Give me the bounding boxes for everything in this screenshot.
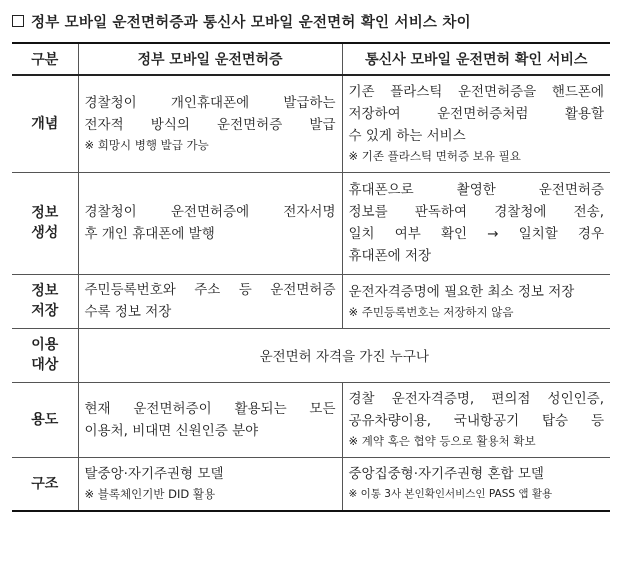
comparison-table xyxy=(12,42,610,512)
row-label-text: 개념 xyxy=(31,115,59,132)
cell-text-line: 경찰청이 개인휴대폰에 발급하는 xyxy=(84,95,336,112)
cell-text-line: 휴대폰에 저장 xyxy=(348,248,432,264)
header-row xyxy=(12,43,610,75)
cell-text-line: 기존 플라스틱 운전면허증을 핸드폰에 xyxy=(348,84,604,101)
target-value: 운전면허 자격을 가진 누구나 xyxy=(259,349,429,365)
info-storage-telecom-cell xyxy=(342,274,610,328)
table-row-target xyxy=(12,328,610,382)
row-label-target xyxy=(12,328,78,382)
cell-text-line: 운전자격증명에 필요한 최소 정보 저장 xyxy=(348,283,575,300)
cell-note: ※ 주민등록번호는 저장하지 않음 xyxy=(348,304,514,319)
cell-note: ※ 기존 플라스틱 면허증 보유 필요 xyxy=(348,149,521,164)
cell-text-line: 수록 정보 저장 xyxy=(84,304,172,320)
cell-note: ※ 계약 혹은 협약 등으로 활용처 확보 xyxy=(348,434,536,448)
table-row-info-generation xyxy=(12,172,610,274)
table-row-structure xyxy=(12,457,610,511)
row-label-concept xyxy=(12,75,78,172)
usage-telecom-cell xyxy=(342,382,610,457)
cell-text-line: 현재 운전면허증이 활용되는 모든 xyxy=(84,400,336,417)
cell-text-line: 저장하여 운전면허증처럼 활용할 xyxy=(348,106,604,123)
row-label-text: 용도 xyxy=(31,411,59,428)
header-government: 정부 모바일 운전면허증 xyxy=(78,43,342,75)
row-label-info-generation xyxy=(12,172,78,274)
concept-government-cell xyxy=(78,75,342,172)
structure-government-cell xyxy=(78,457,342,511)
table-row-info-storage xyxy=(12,274,610,328)
row-label-text: 정보 xyxy=(31,205,59,221)
cell-text-line: 경찰청이 운전면허증에 전자서명 xyxy=(84,204,336,220)
cell-text-line: 이용처, 비대면 신원인증 분야 xyxy=(84,422,259,439)
row-label-text: 저장 xyxy=(31,303,59,319)
cell-text-line: 정보를 판독하여 경찰청에 전송, xyxy=(348,204,604,220)
info-generation-government-cell xyxy=(78,172,342,274)
cell-text-line: 후 개인 휴대폰에 발행 xyxy=(84,226,215,242)
header-category: 구분 xyxy=(12,43,78,75)
cell-text-line: 경찰 운전자격증명, 편의점 성인인증, xyxy=(348,391,604,407)
cell-text-line: 중앙집중형·자기주권형 혼합 모델 xyxy=(348,466,544,483)
row-label-text: 이용 xyxy=(31,337,59,353)
concept-telecom-cell xyxy=(342,75,610,172)
header-telecom: 통신사 모바일 운전면허 확인 서비스 xyxy=(342,43,610,75)
cell-text-line: 주민등록번호와 주소 등 운전면허증 xyxy=(84,282,336,298)
cell-text-line: 전자적 방식의 운전면허증 발급 xyxy=(84,117,336,134)
row-label-usage xyxy=(12,382,78,457)
table-row-usage xyxy=(12,382,610,457)
cell-text-line: 일치 여부 확인 → 일치할 경우 xyxy=(348,226,604,242)
cell-text-line: 탈중앙·자기주권형 모델 xyxy=(84,466,224,483)
target-merged-cell xyxy=(78,328,610,382)
cell-note: ※ 희망시 병행 발급 가능 xyxy=(84,138,209,153)
row-label-text: 정보 xyxy=(31,283,59,299)
row-label-text: 생성 xyxy=(31,225,59,241)
square-outline-icon xyxy=(12,15,24,27)
row-label-text: 구조 xyxy=(31,475,59,492)
info-storage-government-cell xyxy=(78,274,342,328)
usage-government-cell xyxy=(78,382,342,457)
cell-text-line: 수 있게 하는 서비스 xyxy=(348,128,466,145)
section-heading xyxy=(12,8,608,34)
structure-telecom-cell xyxy=(342,457,610,511)
cell-text-line: 공유차량이용, 국내항공기 탑승 등 xyxy=(348,413,604,429)
row-label-text: 대상 xyxy=(31,357,59,373)
row-label-structure xyxy=(12,457,78,511)
info-generation-telecom-cell xyxy=(342,172,610,274)
row-label-info-storage xyxy=(12,274,78,328)
cell-note: ※ 이통 3사 본인확인서비스인 PASS 앱 활용 xyxy=(348,488,553,501)
table-row-concept xyxy=(12,75,610,172)
cell-text-line: 휴대폰으로 촬영한 운전면허증 xyxy=(348,182,604,198)
cell-note: ※ 블록체인기반 DID 활용 xyxy=(84,487,216,502)
heading-title: 정부 모바일 운전면허증과 통신사 모바일 운전면허 확인 서비스 차이 xyxy=(31,14,471,31)
